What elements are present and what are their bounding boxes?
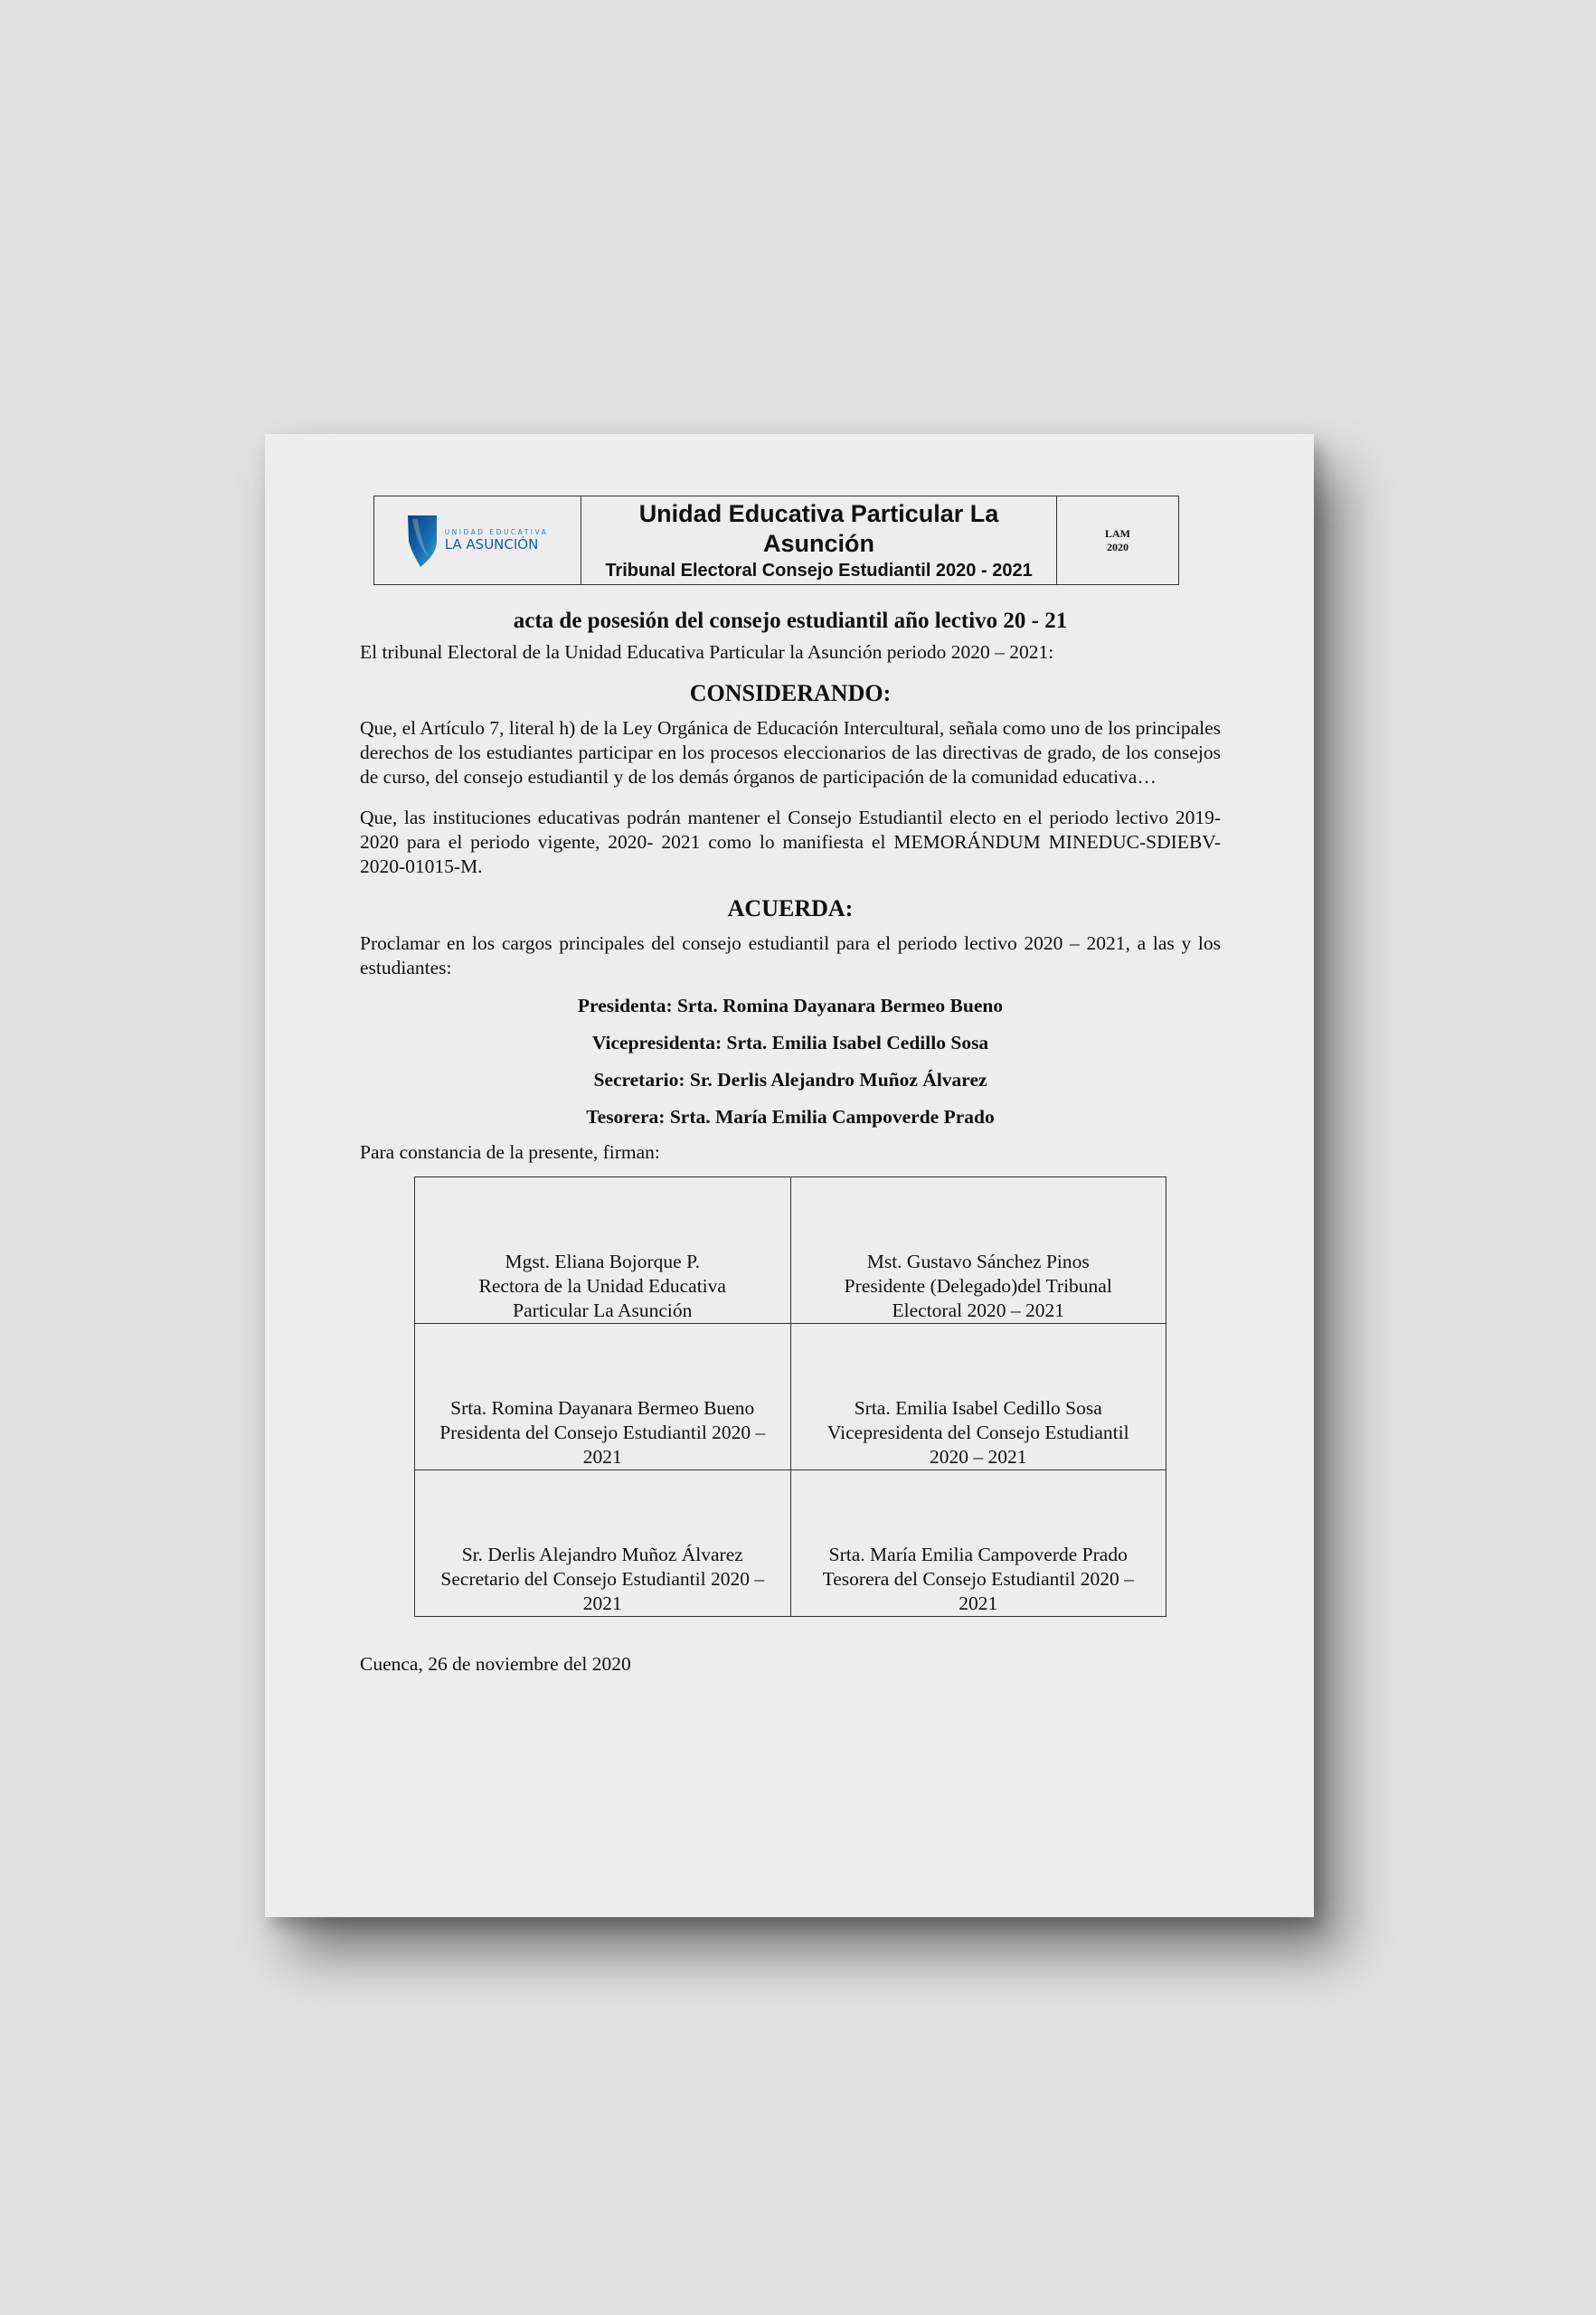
signer-role-cont: Particular La Asunción — [513, 1299, 693, 1321]
signer-role: Presidenta del Consejo Estudiantil 2020 – — [439, 1422, 766, 1443]
logo-big-text: LA ASUNCIÓN — [444, 536, 539, 553]
shield-icon — [407, 514, 438, 568]
acuerda-paragraph: Proclamar en los cargos principales del consejo estudiantil para el periodo lectivo 2020 – 2021, a las y los estudiantes: — [360, 932, 1221, 978]
signer-role-cont: 2021 — [582, 1592, 622, 1614]
logo-small-text: UNIDAD EDUCATIVA — [444, 527, 549, 536]
signer-name: Srta. Romina Dayanara Bermeo Bueno — [450, 1397, 755, 1419]
tribunal-subtitle: Tribunal Electoral Consejo Estudiantil 2020 - 2021 — [605, 560, 1033, 581]
considerando-heading: CONSIDERANDO: — [689, 680, 892, 706]
closing-text: Para constancia de la presente, firman: — [360, 1141, 660, 1163]
signature-block — [415, 1470, 791, 1617]
cargo-tesorera: Tesorera: Srta. María Emilia Campoverde Prado — [586, 1106, 995, 1128]
signer-role: Presidente (Delegado)del Tribunal — [844, 1275, 1112, 1297]
document-page — [265, 434, 1314, 1917]
signature-block — [790, 1177, 1166, 1324]
signer-name: Mst. Gustavo Sánchez Pinos — [866, 1251, 1090, 1272]
document-title: acta de posesión del consejo estudiantil año lectivo 20 - 21 — [513, 609, 1068, 633]
signer-name: Srta. María Emilia Campoverde Prado — [828, 1544, 1128, 1565]
document-header — [373, 496, 1179, 585]
signer-name: Srta. Emilia Isabel Cedillo Sosa — [854, 1397, 1102, 1419]
institution-name-line2: Asunción — [762, 530, 874, 557]
signature-block — [790, 1470, 1166, 1617]
considerando-paragraph-1: Que, el Artículo 7, literal h) de la Ley Orgánica de Educación Intercultural, señala como uno de los principales derechos de los estudiantes participar en los procesos eleccionarios de las directivas de grado, de los consejos de curso, del consejo estudiantil y de los demás órganos de participación de la comunidad educativa… — [360, 717, 1221, 788]
logo-text — [445, 529, 549, 553]
signer-role-cont: 2021 — [582, 1446, 622, 1468]
acuerda-heading: ACUERDA: — [727, 895, 854, 921]
signer-name: Sr. Derlis Alejandro Muñoz Álvarez — [461, 1544, 743, 1565]
signer-role: Secretario del Consejo Estudiantil 2020 – — [440, 1568, 765, 1590]
header-title-cell — [581, 496, 1057, 585]
institution-name-line1: Unidad Educativa Particular La — [638, 500, 999, 528]
signature-block — [790, 1324, 1166, 1470]
document-year: 2020 — [1107, 540, 1129, 553]
signature-block — [415, 1177, 791, 1324]
signer-role: Tesorera del Consejo Estudiantil 2020 – — [822, 1568, 1134, 1590]
signer-role-cont: Electoral 2020 – 2021 — [892, 1299, 1064, 1321]
signer-name: Mgst. Eliana Bojorque P. — [505, 1251, 701, 1272]
institution-name — [581, 499, 1056, 559]
signer-role-cont: 2020 – 2021 — [930, 1446, 1027, 1468]
signer-role: Rectora de la Unidad Educativa — [478, 1275, 726, 1297]
document-content — [360, 496, 1221, 1676]
logo-cell — [374, 496, 581, 585]
considerando-paragraph-2: Que, las instituciones educativas podrán mantener el Consejo Estudiantil electo en el periodo lectivo 2019- 2020 para el periodo vigente, 2020- 2021 como lo manifiesta el MEMORÁNDUM MINEDUC-SDIEBV-2020-01015-M. — [360, 807, 1221, 877]
document-code: LAM — [1105, 527, 1130, 541]
signer-role: Vicepresidenta del Consejo Estudiantil — [826, 1422, 1129, 1443]
city-date: Cuenca, 26 de noviembre del 2020 — [360, 1653, 631, 1675]
cargo-vicepresidenta: Vicepresidenta: Srta. Emilia Isabel Cedillo Sosa — [591, 1032, 989, 1054]
signer-role-cont: 2021 — [959, 1592, 998, 1614]
document-code-cell — [1057, 496, 1179, 585]
school-logo — [374, 496, 581, 584]
signature-block — [415, 1324, 791, 1470]
cargo-presidenta: Presidenta: Srta. Romina Dayanara Bermeo Bueno — [577, 995, 1004, 1016]
signature-table — [414, 1176, 1166, 1617]
cargo-secretario: Secretario: Sr. Derlis Alejandro Muñoz Álvarez — [593, 1069, 987, 1091]
intro-text: El tribunal Electoral de la Unidad Educativa Particular la Asunción periodo 2020 – 2021: — [360, 641, 1054, 663]
